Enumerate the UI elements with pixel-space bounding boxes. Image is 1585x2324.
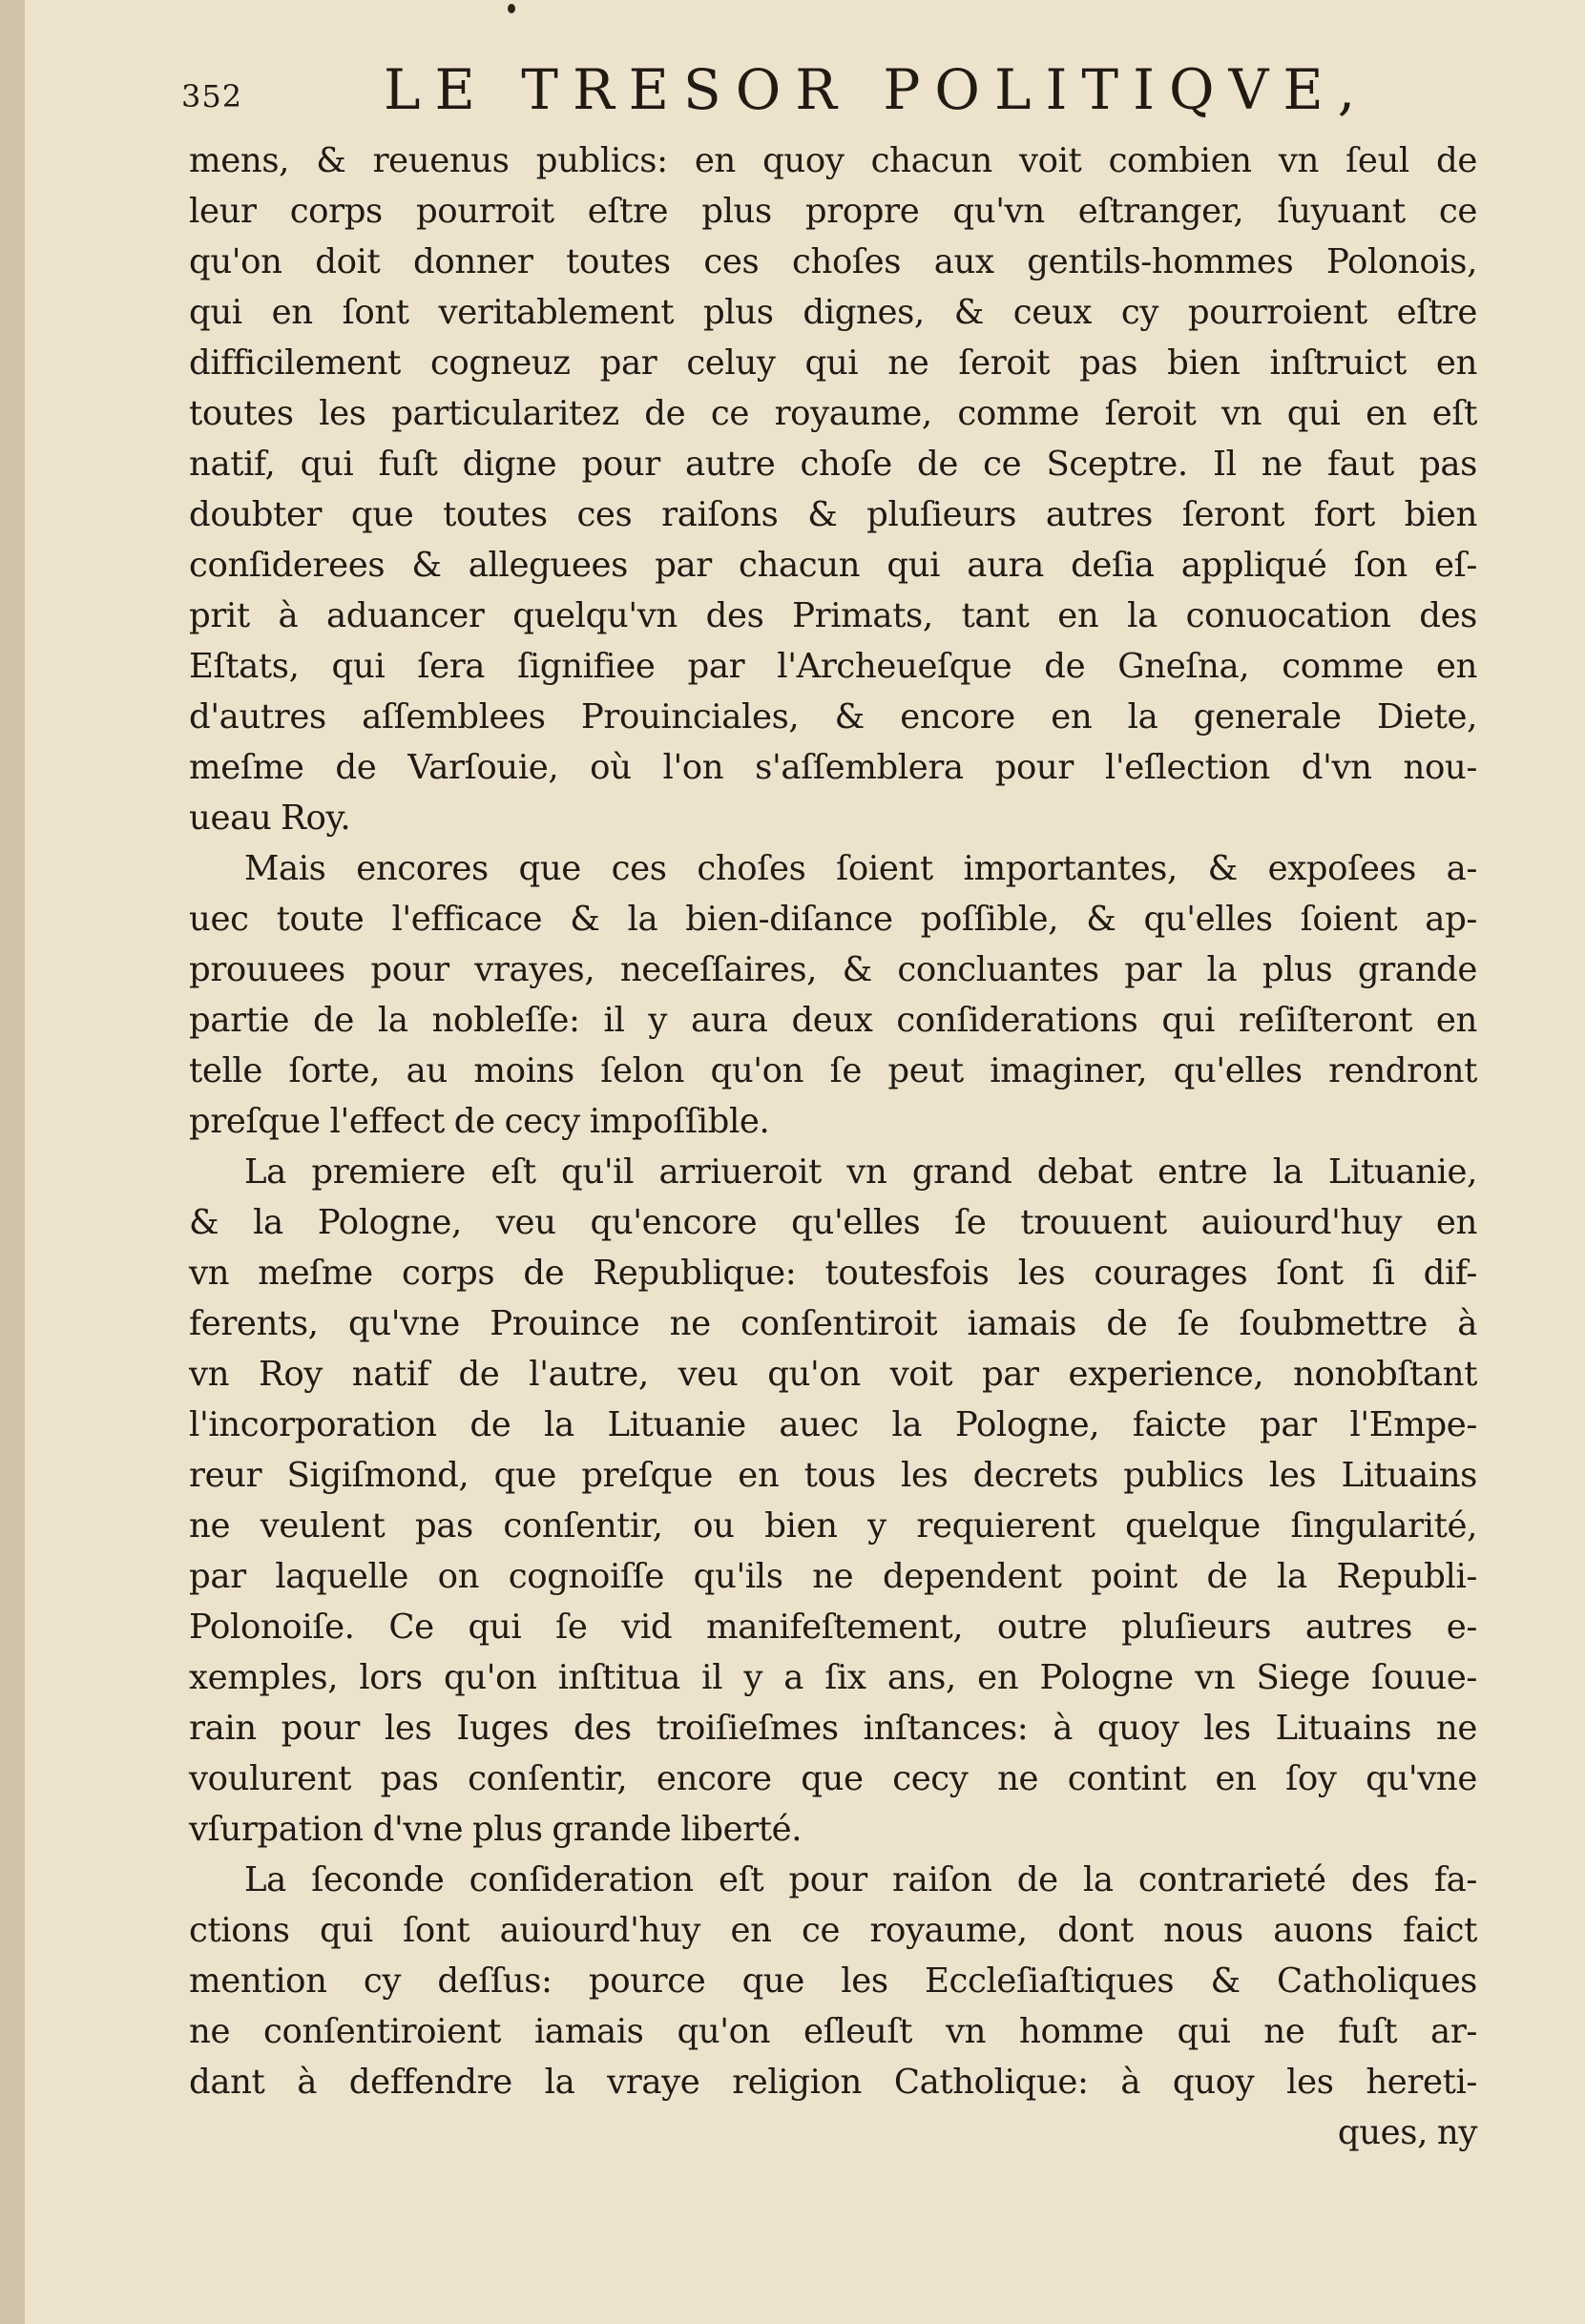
text-line: difficilement cogneuz par celuy qui ne ſeroit pas bien inſtruict en: [189, 343, 1477, 383]
page-number: 352: [181, 78, 243, 114]
text-line: qui en ſont veritablement plus dignes, & ceux cy pourroient eſtre: [189, 293, 1477, 332]
text-line: Eſtats, qui ſera ſignifiee par l'Archeueſque de Gneſna, comme en: [189, 647, 1477, 686]
binding-shadow: [0, 0, 25, 2324]
text-line: voulurent pas conſentir, encore que cecy ne contint en ſoy qu'vne: [189, 1759, 1477, 1798]
text-line: ctions qui ſont auiourd'huy en ce royaume, dont nous auons faict: [189, 1911, 1477, 1950]
paragraph-start: La premiere eſt qu'il arriueroit vn grand debat entre la Lituanie,: [244, 1152, 1477, 1192]
paragraph-start: Mais encores que ces choſes ſoient importantes, & expoſees a-: [244, 849, 1477, 888]
text-line: rain pour les Iuges des troiſieſmes inſtances: à quoy les Lituains ne: [189, 1709, 1477, 1748]
text-line: ueau Roy.: [189, 799, 351, 838]
text-line: partie de la nobleſſe: il y aura deux conſiderations qui reſiſteront en: [189, 1001, 1477, 1040]
text-line: ne veulent pas conſentir, ou bien y requierent quelque ſingularité,: [189, 1506, 1477, 1546]
text-line: natif, qui fuſt digne pour autre choſe de ce Sceptre. Il ne faut pas: [189, 445, 1477, 484]
ink-speck: [508, 4, 515, 13]
text-line: reur Sigiſmond, que preſque en tous les decrets publics les Lituains: [189, 1456, 1477, 1495]
text-line: Polonoiſe. Ce qui ſe vid manifeſtement, outre pluſieurs autres e-: [189, 1608, 1477, 1647]
text-line: meſme de Varſouie, où l'on s'aſſemblera pour l'eſlection d'vn nou-: [189, 748, 1477, 787]
paragraph-start: La ſeconde conſideration eſt pour raiſon de la contrarieté des fa-: [244, 1860, 1477, 1899]
text-line: xemples, lors qu'on inſtitua il y a ſix ans, en Pologne vn Siege ſouue-: [189, 1658, 1477, 1697]
text-line: doubter que toutes ces raiſons & pluſieurs autres ſeront fort bien: [189, 495, 1477, 534]
text-line: leur corps pourroit eſtre plus propre qu'vn eſtranger, ſuyuant ce: [189, 192, 1477, 231]
text-line: telle ſorte, au moins ſelon qu'on ſe peut imaginer, qu'elles rendront: [189, 1051, 1477, 1090]
text-line: par laquelle on cognoiſſe qu'ils ne dependent point de la Republi-: [189, 1557, 1477, 1596]
text-line: qu'on doit donner toutes ces choſes aux gentils-hommes Polonois,: [189, 242, 1477, 281]
running-title: LE TRESOR POLITIQVE,: [384, 57, 1370, 122]
text-line: mention cy deſſus: pource que les Eccleſiaſtiques & Catholiques: [189, 1961, 1477, 2001]
body-text: [189, 141, 1477, 2192]
text-line: prouuees pour vrayes, neceſſaires, & concluantes par la plus grande: [189, 950, 1477, 989]
text-line: dant à deffendre la vraye religion Catholique: à quoy les hereti-: [189, 2063, 1477, 2102]
text-line: vn meſme corps de Republique: toutesfois les courages ſont ſi dif-: [189, 1254, 1477, 1293]
text-line: l'incorporation de la Lituanie auec la Pologne, faicte par l'Empe-: [189, 1405, 1477, 1444]
page-header: [181, 57, 1422, 134]
text-line: ferents, qu'vne Prouince ne conſentiroit iamais de ſe ſoubmettre à: [189, 1304, 1477, 1343]
catchword: ques, ny: [1337, 2113, 1477, 2152]
text-line: vn Roy natif de l'autre, veu qu'on voit par experience, nonobſtant: [189, 1355, 1477, 1394]
text-line: conſiderees & alleguees par chacun qui aura deſia appliqué ſon eſ-: [189, 546, 1477, 585]
text-line: toutes les particularitez de ce royaume, comme ſeroit vn qui en eſt: [189, 394, 1477, 433]
text-line: uec toute l'efficace & la bien-diſance poſſible, & qu'elles ſoient ap-: [189, 900, 1477, 939]
text-line: ne conſentiroient iamais qu'on eſleuſt vn homme qui ne fuſt ar-: [189, 2012, 1477, 2051]
text-line: prit à aduancer quelqu'vn des Primats, tant en la conuocation des: [189, 596, 1477, 635]
text-line: preſque l'effect de cecy impoſſible.: [189, 1102, 770, 1141]
text-line: vſurpation d'vne plus grande liberté.: [189, 1810, 803, 1849]
text-line: mens, & reuenus publics: en quoy chacun voit combien vn ſeul de: [189, 141, 1477, 180]
text-line: d'autres aſſemblees Prouinciales, & encore en la generale Diete,: [189, 697, 1477, 737]
text-line: & la Pologne, veu qu'encore qu'elles ſe trouuent auiourd'huy en: [189, 1203, 1477, 1242]
